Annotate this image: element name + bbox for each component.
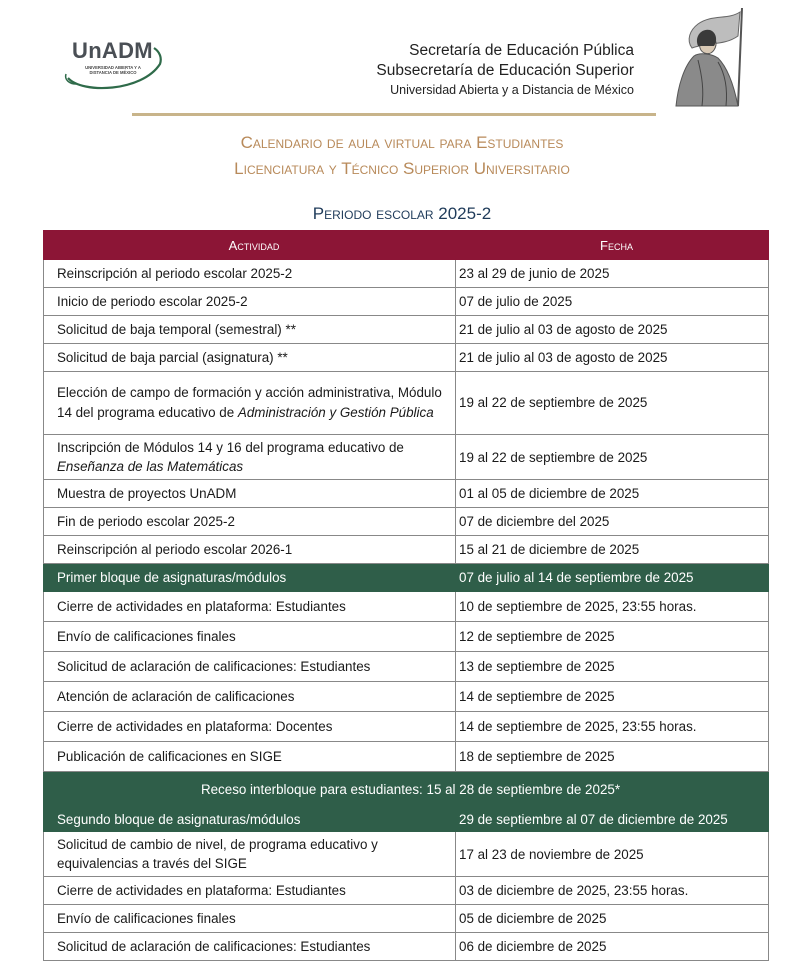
date-cell: 18 de septiembre de 2025 bbox=[456, 742, 769, 772]
logo-name: UnADM bbox=[72, 38, 153, 63]
date-cell: 19 al 22 de septiembre de 2025 bbox=[456, 435, 769, 480]
activity-cell: Solicitud de baja temporal (semestral) ** bbox=[44, 316, 456, 344]
logo-subtitle: UNIVERSIDAD ABIERTA Y A DISTANCIA DE MÉXICO bbox=[85, 65, 141, 75]
table-row bbox=[44, 742, 769, 772]
table-row bbox=[44, 508, 769, 536]
date-cell: 15 al 21 de diciembre de 2025 bbox=[456, 536, 769, 564]
table-row bbox=[44, 372, 769, 435]
activity-cell bbox=[44, 372, 456, 435]
column-header-activity: Actividad bbox=[44, 231, 456, 260]
activity-cell: Cierre de actividades en plataforma: Docentes bbox=[44, 712, 456, 742]
unadm-logo bbox=[62, 34, 166, 92]
header-divider bbox=[132, 113, 656, 116]
header-line-3: Universidad Abierta y a Distancia de México bbox=[390, 83, 634, 97]
header-line-1: Secretaría de Educación Pública bbox=[409, 42, 634, 59]
date-cell: 06 de diciembre de 2025 bbox=[456, 933, 769, 961]
activity-cell: Cierre de actividades en plataforma: Estudiantes bbox=[44, 877, 456, 905]
activity-cell: Solicitud de aclaración de calificaciones: Estudiantes bbox=[44, 652, 456, 682]
activity-text: Elección de campo de formación y acción administrativa, Módulo 14 del programa educativo de bbox=[57, 385, 442, 420]
activity-cell: Envío de calificaciones finales bbox=[44, 622, 456, 652]
block-name: Segundo bloque de asignaturas/módulos bbox=[44, 807, 456, 832]
activity-cell: Cierre de actividades en plataforma: Estudiantes bbox=[44, 592, 456, 622]
recess-text: Receso interbloque para estudiantes: 15 al 28 de septiembre de 2025* bbox=[44, 772, 769, 807]
block-dates: 07 de julio al 14 de septiembre de 2025 bbox=[456, 564, 769, 592]
activity-cell: Solicitud de aclaración de calificaciones: Estudiantes bbox=[44, 933, 456, 961]
date-cell: 13 de septiembre de 2025 bbox=[456, 652, 769, 682]
date-cell: 05 de diciembre de 2025 bbox=[456, 905, 769, 933]
date-cell: 14 de septiembre de 2025, 23:55 horas. bbox=[456, 712, 769, 742]
program-name: Enseñanza de las Matemáticas bbox=[57, 459, 244, 474]
activity-cell: Fin de periodo escolar 2025-2 bbox=[44, 508, 456, 536]
table-row bbox=[44, 877, 769, 905]
table-row bbox=[44, 480, 769, 508]
date-cell: 07 de julio de 2025 bbox=[456, 288, 769, 316]
date-cell: 21 de julio al 03 de agosto de 2025 bbox=[456, 344, 769, 372]
flag-woman-illustration-icon bbox=[668, 6, 752, 108]
table-row bbox=[44, 682, 769, 712]
date-cell: 12 de septiembre de 2025 bbox=[456, 622, 769, 652]
activity-cell: Inicio de periodo escolar 2025-2 bbox=[44, 288, 456, 316]
table-row bbox=[44, 344, 769, 372]
period-title: Periodo escolar 2025-2 bbox=[312, 204, 492, 223]
table-row bbox=[44, 933, 769, 961]
date-cell: 21 de julio al 03 de agosto de 2025 bbox=[456, 316, 769, 344]
table-row bbox=[44, 288, 769, 316]
date-cell: 23 al 29 de junio de 2025 bbox=[456, 260, 769, 288]
block-dates: 29 de septiembre al 07 de diciembre de 2025 bbox=[456, 807, 769, 832]
table-row bbox=[44, 905, 769, 933]
document-title-line-2: Licenciatura y Técnico Superior Universitario bbox=[234, 159, 570, 178]
table-row bbox=[44, 832, 769, 877]
date-cell: 17 al 23 de noviembre de 2025 bbox=[456, 832, 769, 877]
table-row bbox=[44, 536, 769, 564]
activity-cell bbox=[44, 435, 456, 480]
block-name: Primer bloque de asignaturas/módulos bbox=[44, 564, 456, 592]
program-name: Administración y Gestión Pública bbox=[237, 405, 434, 420]
table-row bbox=[44, 622, 769, 652]
recess-row bbox=[44, 772, 769, 807]
block-header-row bbox=[44, 564, 769, 592]
date-cell: 01 al 05 de diciembre de 2025 bbox=[456, 480, 769, 508]
block-header-row bbox=[44, 807, 769, 832]
table-row bbox=[44, 260, 769, 288]
institution-header bbox=[376, 41, 634, 99]
calendar-table bbox=[43, 230, 769, 961]
activity-cell: Atención de aclaración de calificaciones bbox=[44, 682, 456, 712]
document-title-line-1: Calendario de aula virtual para Estudiantes bbox=[240, 133, 564, 152]
date-cell: 03 de diciembre de 2025, 23:55 horas. bbox=[456, 877, 769, 905]
header-line-2: Subsecretaría de Educación Superior bbox=[376, 62, 634, 79]
date-cell: 19 al 22 de septiembre de 2025 bbox=[456, 372, 769, 435]
activity-cell: Publicación de calificaciones en SIGE bbox=[44, 742, 456, 772]
date-cell: 10 de septiembre de 2025, 23:55 horas. bbox=[456, 592, 769, 622]
date-cell: 07 de diciembre del 2025 bbox=[456, 508, 769, 536]
column-header-date: Fecha bbox=[456, 231, 769, 260]
activity-cell: Muestra de proyectos UnADM bbox=[44, 480, 456, 508]
table-header-row bbox=[44, 231, 769, 260]
date-cell: 14 de septiembre de 2025 bbox=[456, 682, 769, 712]
table-row bbox=[44, 435, 769, 480]
activity-cell: Solicitud de cambio de nivel, de programa educativo y equivalencias a través del SIGE bbox=[44, 832, 456, 877]
table-row bbox=[44, 316, 769, 344]
activity-cell: Reinscripción al periodo escolar 2025-2 bbox=[44, 260, 456, 288]
activity-cell: Solicitud de baja parcial (asignatura) ** bbox=[44, 344, 456, 372]
activity-text: Inscripción de Módulos 14 y 16 del programa educativo de bbox=[57, 440, 404, 455]
table-row bbox=[44, 712, 769, 742]
activity-cell: Envío de calificaciones finales bbox=[44, 905, 456, 933]
table-row bbox=[44, 652, 769, 682]
table-row bbox=[44, 592, 769, 622]
activity-cell: Reinscripción al periodo escolar 2026-1 bbox=[44, 536, 456, 564]
